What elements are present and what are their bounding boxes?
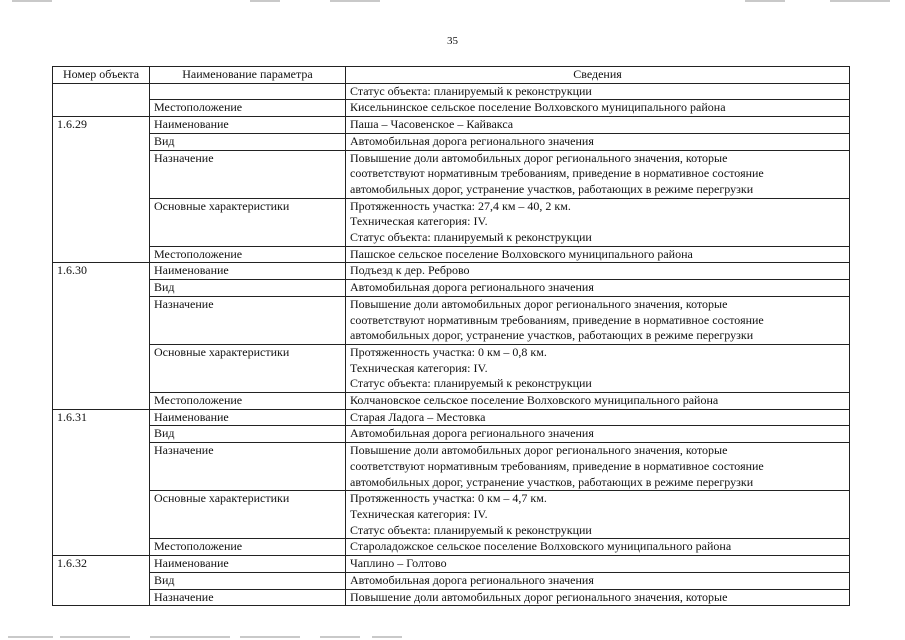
param-cell: Местоположение: [150, 100, 346, 117]
value-cell: Кисельнинское сельское поселение Волховского муниципального района: [346, 100, 850, 117]
value-cell: Статус объекта: планируемый к реконструкции: [346, 83, 850, 100]
table-row: [53, 539, 850, 556]
purpose-line: соответствуют нормативным требованиям, приведение в нормативное состояние: [350, 312, 764, 327]
table-row: [53, 589, 850, 606]
object-id-cell: [53, 100, 150, 117]
table-row: [53, 280, 850, 297]
table-row: [53, 572, 850, 589]
param-cell: Назначение: [150, 296, 346, 344]
category-line: Техническая категория: IV.: [350, 360, 488, 375]
value-cell: Пашское сельское поселение Волховского муниципального района: [346, 246, 850, 263]
value-cell: [346, 150, 850, 198]
length-line: Протяженность участка: 0 км – 4,7 км.: [350, 491, 547, 506]
value-cell: Подъезд к дер. Реброво: [346, 263, 850, 280]
param-cell: Назначение: [150, 589, 346, 606]
param-cell: Наименование: [150, 117, 346, 134]
purpose-line: автомобильных дорог, устранение участков, работающих в режиме перегрузки: [350, 181, 754, 196]
table-row: [53, 133, 850, 150]
object-id-cell: [53, 83, 150, 100]
table-row: [53, 491, 850, 539]
scan-artifact-top: [0, 0, 905, 4]
value-cell: [346, 491, 850, 539]
value-cell: Чаплино – Голтово: [346, 556, 850, 573]
table-row: [53, 150, 850, 198]
param-cell: Местоположение: [150, 246, 346, 263]
header-details: Сведения: [346, 67, 850, 84]
table-row: [53, 393, 850, 410]
object-id-cell: 1.6.29: [53, 117, 150, 134]
param-cell: Вид: [150, 572, 346, 589]
purpose-line: Повышение доли автомобильных дорог регионального значения, которые: [350, 589, 728, 604]
value-cell: Автомобильная дорога регионального значения: [346, 572, 850, 589]
table-row: [53, 198, 850, 246]
value-cell: [346, 296, 850, 344]
purpose-line: соответствуют нормативным требованиям, приведение в нормативное состояние: [350, 458, 764, 473]
page-number: 35: [447, 35, 458, 47]
table-row: [53, 296, 850, 344]
value-cell: Автомобильная дорога регионального значения: [346, 280, 850, 297]
purpose-line: Повышение доли автомобильных дорог регионального значения, которые: [350, 443, 728, 458]
param-cell: Вид: [150, 280, 346, 297]
length-line: Протяженность участка: 0 км – 0,8 км.: [350, 344, 547, 359]
purpose-line: автомобильных дорог, устранение участков, работающих в режиме перегрузки: [350, 328, 754, 343]
status-line: Статус объекта: планируемый к реконструкции: [350, 376, 592, 391]
objects-table: [52, 66, 850, 606]
table-row: [53, 556, 850, 573]
param-cell: Вид: [150, 133, 346, 150]
scan-artifact-bottom: [0, 636, 905, 640]
object-id-cell: 1.6.32: [53, 556, 150, 573]
value-cell: [346, 443, 850, 491]
value-cell: Колчановское сельское поселение Волховского муниципального района: [346, 393, 850, 410]
purpose-line: автомобильных дорог, устранение участков, работающих в режиме перегрузки: [350, 474, 754, 489]
value-cell: Старая Ладога – Местовка: [346, 409, 850, 426]
status-line: Статус объекта: планируемый к реконструкции: [350, 230, 592, 245]
param-cell: Наименование: [150, 263, 346, 280]
category-line: Техническая категория: IV.: [350, 506, 488, 521]
table-row: [53, 100, 850, 117]
param-cell: Основные характеристики: [150, 491, 346, 539]
header-object-number: Номер объекта: [53, 67, 150, 84]
value-cell: Паша – Часовенское – Кайвакса: [346, 117, 850, 134]
param-cell: Наименование: [150, 409, 346, 426]
param-cell: Назначение: [150, 150, 346, 198]
length-line: Протяженность участка: 27,4 км – 40, 2 км.: [350, 198, 571, 213]
status-line: Статус объекта: планируемый к реконструкции: [350, 522, 592, 537]
param-cell: Вид: [150, 426, 346, 443]
table-row: [53, 344, 850, 392]
param-cell: Назначение: [150, 443, 346, 491]
purpose-line: Повышение доли автомобильных дорог регионального значения, которые: [350, 150, 728, 165]
param-cell: Местоположение: [150, 393, 346, 410]
value-cell: [346, 198, 850, 246]
table-row: [53, 83, 850, 100]
value-cell: Староладожское сельское поселение Волховского муниципального района: [346, 539, 850, 556]
param-cell: Местоположение: [150, 539, 346, 556]
param-cell: Основные характеристики: [150, 198, 346, 246]
param-cell: Наименование: [150, 556, 346, 573]
table-row: [53, 263, 850, 280]
table-row: [53, 426, 850, 443]
value-cell: Автомобильная дорога регионального значения: [346, 426, 850, 443]
header-parameter-name: Наименование параметра: [150, 67, 346, 84]
table-row: [53, 246, 850, 263]
table-row: [53, 117, 850, 134]
table-row: [53, 443, 850, 491]
value-cell: [346, 589, 850, 606]
category-line: Техническая категория: IV.: [350, 214, 488, 229]
value-cell: Автомобильная дорога регионального значения: [346, 133, 850, 150]
table-header-row: [53, 67, 850, 84]
param-cell: Основные характеристики: [150, 344, 346, 392]
purpose-line: соответствуют нормативным требованиям, приведение в нормативное состояние: [350, 166, 764, 181]
purpose-line: Повышение доли автомобильных дорог регионального значения, которые: [350, 296, 728, 311]
param-cell: [150, 83, 346, 100]
object-id-cell: 1.6.31: [53, 409, 150, 426]
table-row: [53, 409, 850, 426]
object-id-cell: 1.6.30: [53, 263, 150, 280]
value-cell: [346, 344, 850, 392]
